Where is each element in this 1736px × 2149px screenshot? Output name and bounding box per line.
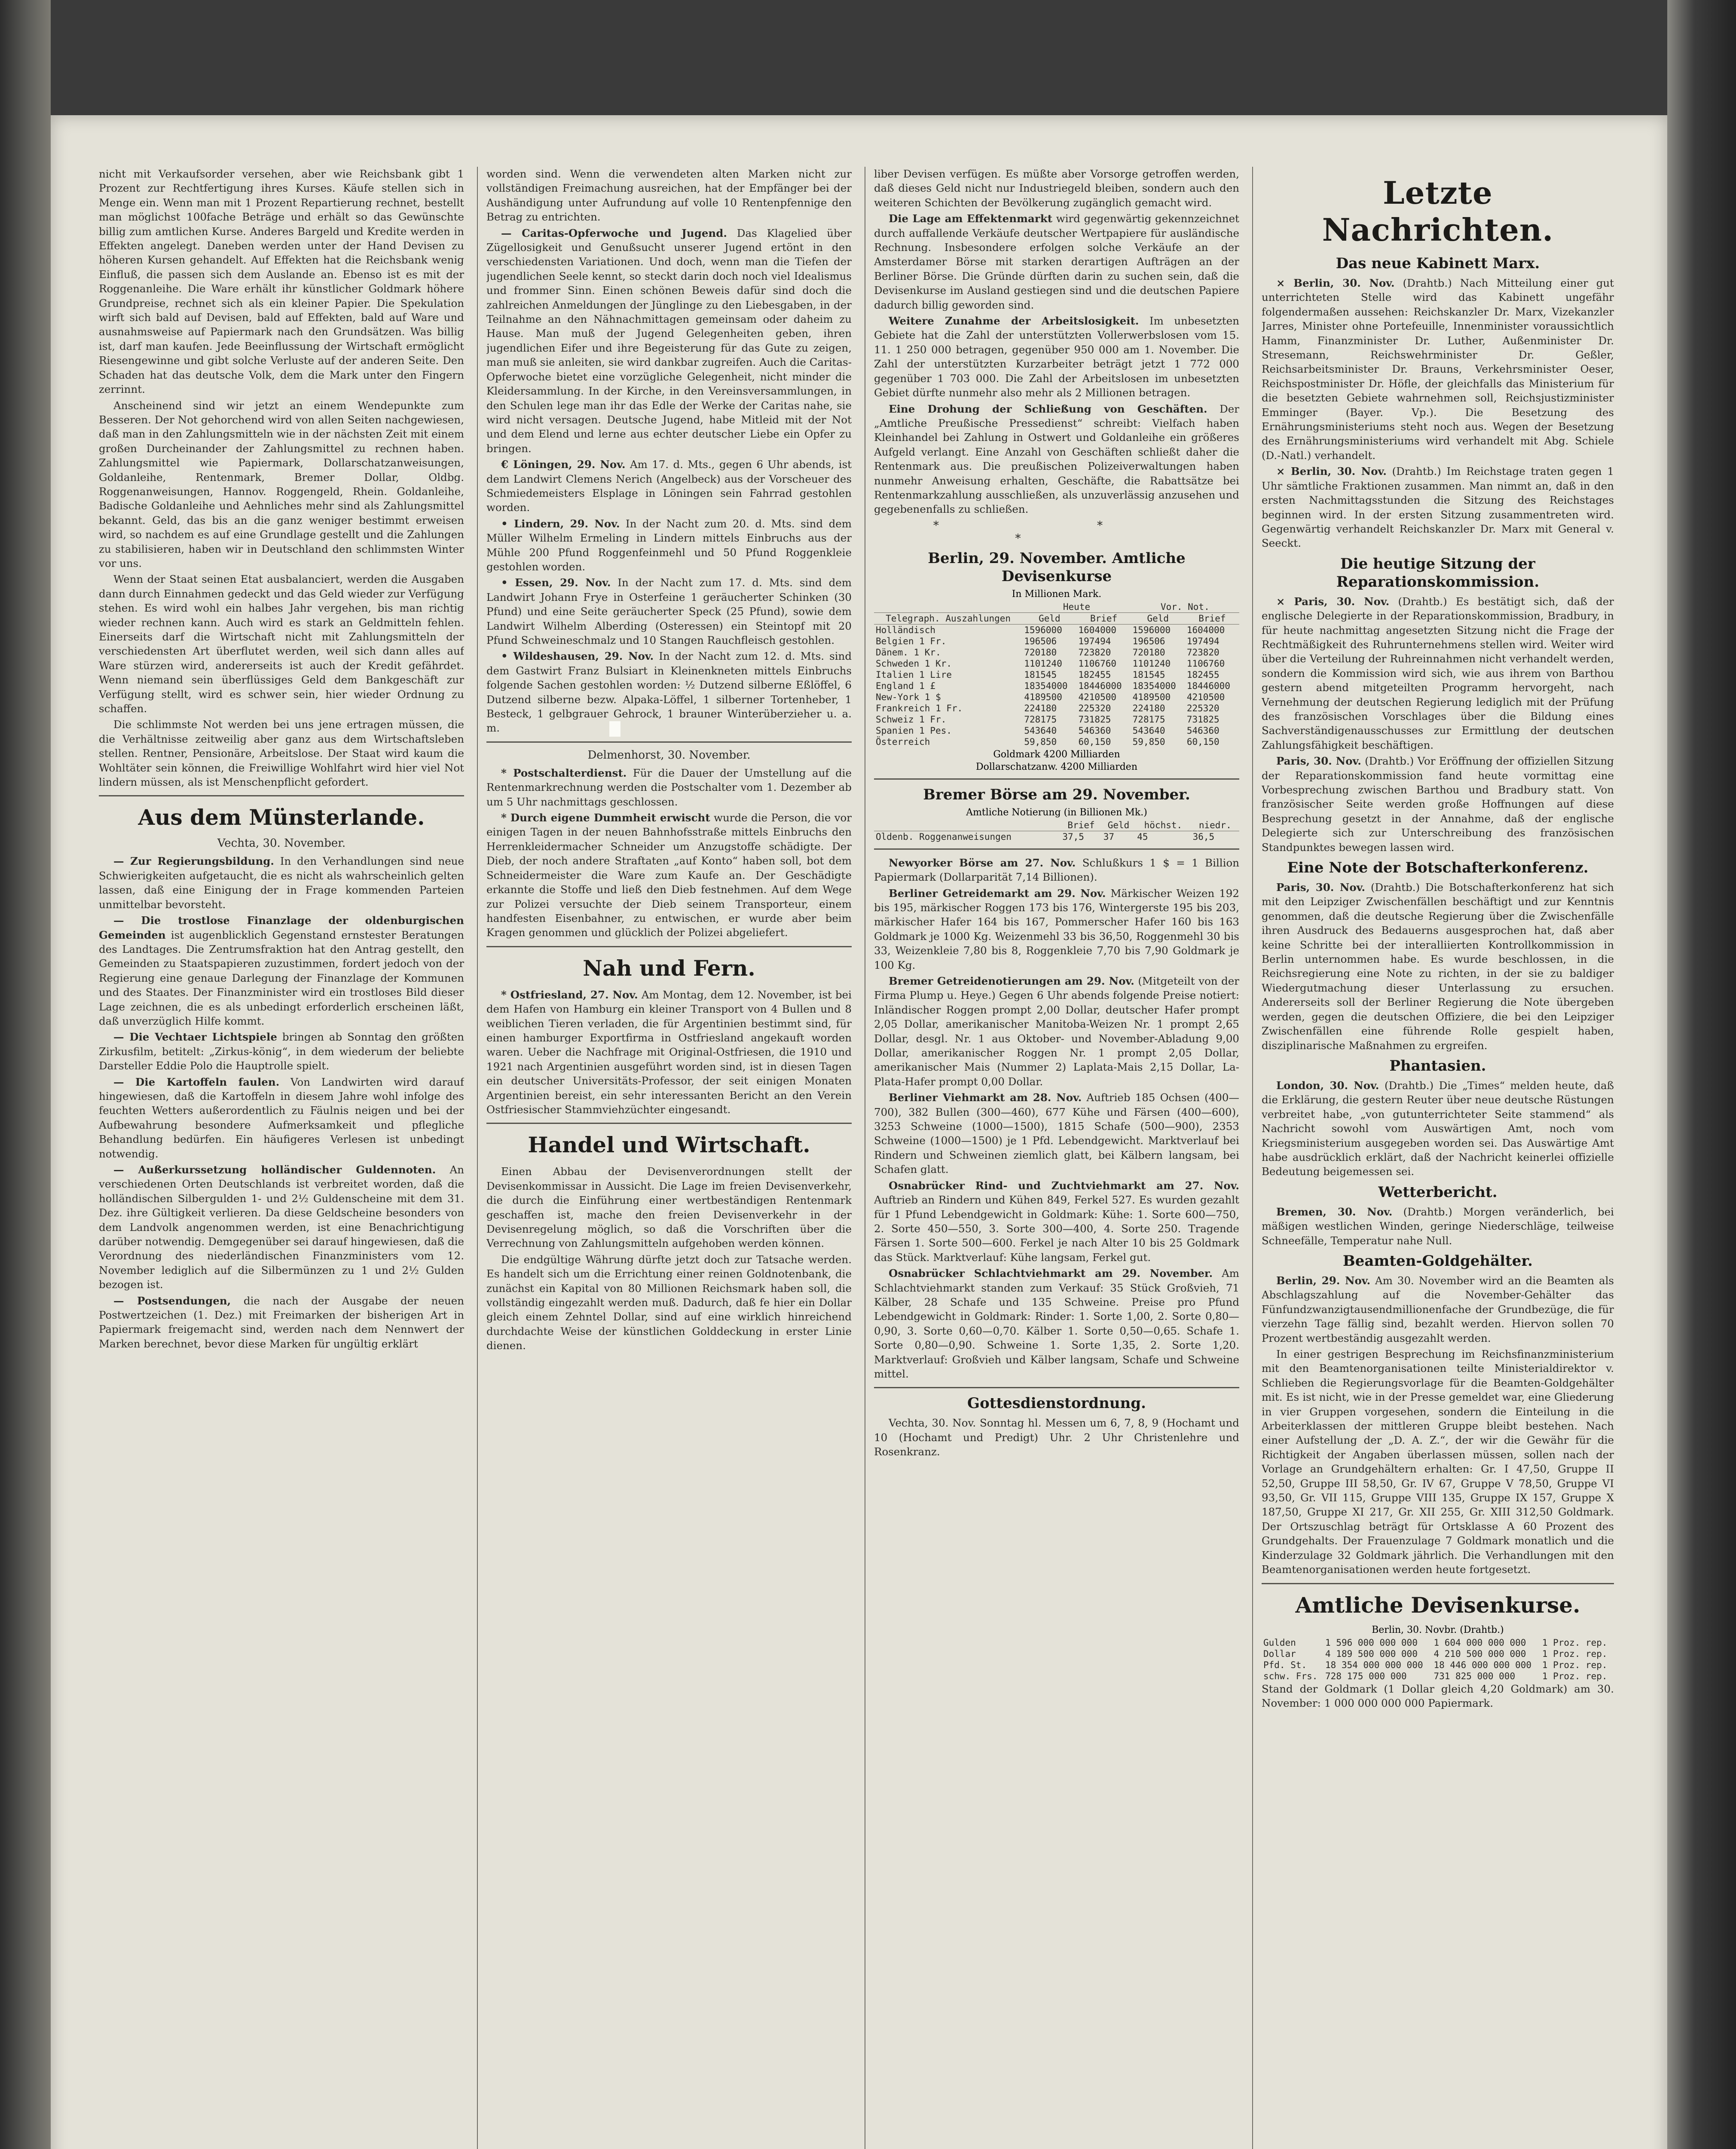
article-paragraph: Die schlimmste Not werden bei uns jene ertragen müssen, die die Verhältnisse zeitweilig aber ganz aus dem Wirtschaftsleben stellen. Rentner, Pensionäre, Arbeitslose. Der Staat wird kaum die Wohltäter sein können, die Freiwillige Wohlfahrt wird hier viel Not lindern müssen, als ist Menschenpflicht gefordert. xyxy=(99,718,464,789)
section-title-muensterlande: Aus dem Münsterlande. xyxy=(138,805,425,830)
table-group-header: Vor. Not. xyxy=(1131,601,1239,613)
table-cell: 197494 xyxy=(1078,636,1111,646)
table-cell: 1 596 000 000 000 xyxy=(1325,1637,1418,1648)
news-item-lead: London, 30. Nov. xyxy=(1276,1079,1379,1092)
table-cell: 731825 xyxy=(1186,714,1219,725)
table-header: Brief xyxy=(1061,820,1101,831)
news-item-lead: — Die trostlose Finanzlage der oldenburgischen Gemeinden xyxy=(99,914,464,941)
table-cell: 1 604 000 000 000 xyxy=(1433,1637,1526,1648)
section-title-letzte-nachrichten: Letzte Nachrichten. xyxy=(1322,174,1554,248)
table-cell: Oldenb. Roggenanweisungen xyxy=(876,831,1012,842)
news-item xyxy=(874,1179,1239,1264)
section-divider xyxy=(486,741,852,743)
table-row xyxy=(874,692,1239,703)
news-item-text: Am 30. November wird an die Beamten als Abschlagszahlung auf die November-Gehälter das Fünfundzwanzigtausendmillionenfache der Grundbezüge, die für vierzehn Tage fällig sind, bezahlt werden. Hiervon sollen 70 Prozent wertbeständig ausgezahlt werden. xyxy=(1262,1274,1614,1344)
table-cell: 37 xyxy=(1103,831,1115,842)
news-item-lead: Bremer Getreidenotierungen am 29. Nov. xyxy=(889,975,1134,987)
section-dateline: Vechta, 30. November. xyxy=(217,837,346,850)
table-cell: 1604000 xyxy=(1078,624,1117,635)
table-header xyxy=(874,820,1061,831)
news-item-text: wird gegenwärtig gekennzeichnet durch auffallende Verkäufe deutscher Wertpapiere für ausländische Rechnung. Insbesondere erfolgen solche Verkäufe an der Amsterdamer Börse mit starken derartigen Aufträgen an der Berliner Börse. Die Gründe dürften darin zu suchen sein, daß die Devisenkurse im Ausland gestiegen sind und die deutschen Papiere dadurch billig geworden sind. xyxy=(874,212,1239,311)
section-divider xyxy=(1262,1583,1614,1584)
section-title-handel: Handel und Wirtschaft. xyxy=(528,1132,810,1158)
news-item-lead: — Caritas-Opferwoche und Jugend. xyxy=(501,227,727,239)
news-item xyxy=(99,913,464,1028)
column-rule xyxy=(477,167,478,2149)
news-item-lead: * Durch eigene Dummheit erwischt xyxy=(501,811,710,824)
table-cell: Dollar xyxy=(1263,1648,1296,1659)
table-cell: Holländisch xyxy=(876,624,936,635)
table-cell: schw. Frs. xyxy=(1263,1671,1318,1681)
table-row xyxy=(874,636,1239,647)
section-title-nah-und-fern: Nah und Fern. xyxy=(583,955,755,981)
news-item-lead: • Wildeshausen, 29. Nov. xyxy=(501,650,654,663)
table-cell: 18 354 000 000 000 xyxy=(1325,1659,1423,1670)
news-item-lead: Berlin, 29. Nov. xyxy=(1276,1274,1371,1287)
table-cell: 60,150 xyxy=(1186,736,1219,747)
gottesdienst-text: Vechta, 30. Nov. Sonntag hl. Messen um 6, 7, 8, 9 (Hochamt und 10 (Hochamt und Predigt) Uhr. 2 Uhr Christenlehre und Rosenkranz. xyxy=(874,1417,1239,1458)
section-divider xyxy=(874,848,1239,850)
table-cell: 37,5 xyxy=(1062,831,1084,842)
table-cell: 1596000 xyxy=(1024,624,1062,635)
news-item xyxy=(1262,276,1614,462)
table-row xyxy=(874,669,1239,680)
devisen-table xyxy=(874,601,1239,747)
table-cell: 4189500 xyxy=(1024,692,1062,702)
table-cell: 59,850 xyxy=(1024,736,1057,747)
subheading: Beamten-Goldgehälter. xyxy=(1343,1252,1533,1270)
table-cell: 720180 xyxy=(1024,647,1057,658)
news-item xyxy=(486,457,852,515)
news-item-lead: — Die Vechtaer Lichtspiele xyxy=(113,1031,277,1044)
devisen-table-subtitle: In Millionen Mark. xyxy=(1012,588,1102,600)
bremen-table xyxy=(874,820,1239,842)
section-divider xyxy=(99,795,464,796)
table-cell: 1596000 xyxy=(1132,624,1171,635)
news-item-text: Auftrieb an Rindern und Kühen 849, Ferkel 527. Es wurden gezahlt für 1 Pfund Lebendgewicht in Goldmark: Kühe: 1. Sorte 600—750, 2. Sorte 450—550, 3. Sorte 300—400, 4. Sorte 250. Tragende Färsen 1. Sorte 500—600. Ferkel je nach Alter 10 bis 25 Goldmark das Stück. Marktverlauf: Kühe langsam, Ferkel gut. xyxy=(874,1194,1239,1264)
news-item-lead: * Ostfriesland, 27. Nov. xyxy=(501,988,638,1001)
news-item-text: Von Landwirten wird darauf hingewiesen, daß die Kartoffeln in diesem Jahre wohl infolge des feuchten Wetters außerordentlich zu Fäulnis neigen und bei der Aufbewahrung besondere Aufmerksamkeit und pflegliche Behandlung bedürfen. Ein häufigeres Verlesen ist unbedingt notwendig. xyxy=(99,1075,464,1160)
column-2 xyxy=(486,167,852,2149)
table-row xyxy=(874,680,1239,692)
bremen-boerse-title: Bremer Börse am 29. November. xyxy=(923,786,1190,803)
table-cell: 182455 xyxy=(1078,669,1111,680)
table-cell: Österreich xyxy=(876,736,930,747)
table-cell: 1604000 xyxy=(1186,624,1225,635)
table-cell: 197494 xyxy=(1186,636,1219,646)
table-group-header: Heute xyxy=(1022,601,1131,613)
table-cell: Italien 1 Lire xyxy=(876,669,952,680)
section-title-amtliche-devisenkurse: Amtliche Devisenkurse. xyxy=(1295,1592,1580,1618)
news-item-text: Am Montag, dem 12. November, ist bei dem Hafen von Hamburg ein kleiner Transport von 4 Bullen und 8 weiblichen Tieren verladen, die für Argentinien bestimmt sind, für einen hamburger Exportfirma in Ostfriesland angekauft worden waren. Ueber die Nachfrage mit Original-Ostfriesen, die 1910 und 1921 nach Argentinien ausgeführt worden sind, ist in diesen Tagen ein deutscher Universitäts-Professor, der seit einigen Monaten Argentinien bereist, ein sehr interessanten Bericht an den Verein Ostfriesischer Stammviehzüchter eingesandt. xyxy=(486,988,852,1116)
news-item-lead: Bremen, 30. Nov. xyxy=(1276,1205,1393,1218)
news-item-lead: Paris, 30. Nov. xyxy=(1276,881,1366,894)
news-item xyxy=(874,886,1239,972)
table-cell: 1101240 xyxy=(1024,658,1062,669)
table-row xyxy=(874,714,1239,725)
table-row xyxy=(1262,1671,1614,1682)
table-row xyxy=(874,647,1239,658)
article-paragraph: nicht mit Verkaufsorder versehen, aber wie Reichsbank gibt 1 Prozent zur Rechtfertigung ihres Kurses. Käufe stellen sich in Menge ein. Wenn man mit 1 Prozent Repartierung rechnet, bestellt man möglichst 100fache Beträge und erhält so das Gewünschte billig zum amtlichen Kurse. Anderes Bargeld und Kredite werden in Effekten angelegt. Daneben werden unter der Hand Devisen zu höheren Kursen gehandelt. Auf Effekten hat die Reichsbank wenig Einfluß, die passen sich dem Auslande an. Ebenso ist es mit der Roggenanleihe. Die Ware erhält ihr künstlicher Goldmark höhere Grundpreise, rechnet sich als ein kleiner Papier. Die Spekulation wirft sich bald auf Devisen, bald auf Effekten, bald auf Ware und ausnahmsweise auf Papiermark nach den Grundsätzen. Was billig ist, darf man kaufen. Jede Beeinflussung der Wirtschaft ermöglicht Riesengewinne und gibt solche Verluste auf der anderen Seite. Den Schaden hat das deutsche Volk, dem die Mark unter den Fingern zerrinnt. xyxy=(99,168,464,396)
table-cell: Dänem. 1 Kr. xyxy=(876,647,941,658)
table-cell: 728175 xyxy=(1132,714,1165,725)
table-cell: 1106760 xyxy=(1186,658,1225,669)
news-item-lead: Berliner Getreidemarkt am 29. Nov. xyxy=(889,887,1106,900)
table-cell: Pfd. St. xyxy=(1263,1659,1307,1670)
news-item-text: Auftrieb 185 Ochsen (400—700), 382 Bullen (300—460), 677 Kühe und Färsen (400—600), 3253 Schweine (1000—1500), 1815 Schafe (500—900), 2353 Schweine (1000—1500) je 1 Pfd. Lebendgewicht. Marktverlauf bei Rindern und Schweinen ziemlich glatt, bei Kälbern langsam, bei Schafen glatt. xyxy=(874,1091,1239,1176)
table-cell: 36,5 xyxy=(1192,831,1215,842)
table-cell: Belgien 1 Fr. xyxy=(876,636,947,646)
table-cell: 224180 xyxy=(1132,703,1165,713)
news-item-lead: Berliner Viehmarkt am 28. Nov. xyxy=(889,1091,1082,1104)
table-cell: 731 825 000 000 xyxy=(1433,1671,1516,1681)
table-row xyxy=(1262,1637,1614,1648)
table-row xyxy=(874,703,1239,714)
table-cell: 18446000 xyxy=(1186,680,1230,691)
news-item-lead: × Berlin, 30. Nov. xyxy=(1276,277,1395,289)
table-cell: 4189500 xyxy=(1132,692,1171,702)
table-group-row xyxy=(874,601,1239,613)
news-item-lead: — Zur Regierungsbildung. xyxy=(113,855,274,868)
table-header-row xyxy=(874,820,1239,831)
table-cell: 225320 xyxy=(1186,703,1219,713)
table-cell: 181545 xyxy=(1024,669,1057,680)
scan-left-edge xyxy=(0,0,51,2149)
table-header: Geld xyxy=(1022,612,1076,624)
news-item xyxy=(874,1090,1239,1176)
table-cell: 4210500 xyxy=(1078,692,1117,702)
table-cell: 731825 xyxy=(1078,714,1111,725)
news-item-lead: — Außerkurssetzung holländischer Guldennoten. xyxy=(113,1163,436,1176)
table-cell: 1 Proz. rep. xyxy=(1542,1671,1608,1681)
article-paragraph: Wenn der Staat seinen Etat ausbalanciert, werden die Ausgaben dann durch Einnahmen gedeckt und das Geld wieder zur Verfügung stehen. Es wird wohl ein halbes Jahr vergehen, bis man richtig wieder rechnen kann. Auch wird es stark an Geldmitteln fehlen. Einerseits darf die Wirtschaft nicht mit Zahlungsmitteln der verschiedensten Art überflutet werden, weil sich dann alles auf Ware stürzen wird, andererseits ist auch der Kredit gefährdet. Wenn niemand sein überflüssiges Geld dem Bankgeschäft zur Verfügung stellt, wird es schwer sein, hier wieder Ordnung zu schaffen. xyxy=(99,573,464,715)
table-header-row xyxy=(874,612,1239,624)
news-item-text: bringen ab Sonntag den größten Zirkusfilm, betitelt: „Zirkus-könig“, in dem wiederum der beliebte Darsteller Eddie Polo die Hauptrolle spielt. xyxy=(99,1031,464,1072)
table-row xyxy=(874,725,1239,736)
table-header: Geld xyxy=(1131,612,1185,624)
table-cell: 4 210 500 000 000 xyxy=(1433,1648,1526,1659)
news-item-text: In den Verhandlungen sind neue Schwierigkeiten aufgetaucht, die es nicht als wahrscheinlich gelten lassen, daß eine Einigung der in Frage kommenden Parteien unmittelbar bevorsteht. xyxy=(99,855,464,911)
table-cell: 18354000 xyxy=(1132,680,1176,691)
table-row xyxy=(874,831,1239,842)
subheading: Die heutige Sitzung der Reparationskommission. xyxy=(1336,555,1540,591)
news-item xyxy=(486,988,852,1117)
table-cell: 543640 xyxy=(1024,725,1057,736)
news-item xyxy=(486,649,852,735)
table-cell: 1 Proz. rep. xyxy=(1542,1659,1608,1670)
news-item-lead: — Die Kartoffeln faulen. xyxy=(113,1075,280,1088)
table-cell: 181545 xyxy=(1132,669,1165,680)
news-item-text: In der Nacht zum 20. d. Mts. sind dem Müller Wilhelm Ermeling in Lindern mittels Einbruchs aus der Mühle 200 Pfund Roggenfeinmehl und 50 Pfund Roggenkleie gestohlen worden. xyxy=(486,517,852,573)
news-item-lead: × Berlin, 30. Nov. xyxy=(1276,465,1387,478)
news-item-text: Schlußkurs 1 $ = 1 Billion Papiermark (Dollarparität 7,14 Billionen). xyxy=(874,856,1239,884)
subheading: Das neue Kabinett Marx. xyxy=(1336,255,1540,272)
amtl-devisen-table xyxy=(1262,1637,1614,1682)
news-item-text: wurde die Person, die vor einigen Tagen in der neuen Bahnhofsstraße mittels Einbruchs den Herrenkleidermacher Schneider um Anzugstoffe schädigte. Der Dieb, der noch andere Straftaten „auf Konto“ haben soll, bot dem Schneidermeister die Ware zum Kaufe an. Der Geschädigte erkannte die Stoffe und ließ den Dieb festnehmen. Auf dem Wege zur Polizei versuchte der Dieb seinem Transporteur, einem handfesten Eisenbahner, zu entwischen, er wurde aber beim Kragen genommen und glücklich der Polizei abgeliefert. xyxy=(486,811,852,939)
news-item xyxy=(1262,754,1614,854)
table-cell: 18354000 xyxy=(1024,680,1068,691)
column-4 xyxy=(1262,167,1614,2149)
table-cell: 18 446 000 000 000 xyxy=(1433,1659,1532,1670)
news-item-lead: € Löningen, 29. Nov. xyxy=(501,458,626,471)
article-paragraph: Anscheinend sind wir jetzt an einem Wendepunkte zum Besseren. Der Not gehorchend wird von allen Seiten nachgewiesen, daß man in den Zahlungsmitteln wie in der nächsten Zeit mit einem großen Durcheinander der Zahlungsmittel zu rechnen haben. Zahlungsmittel wie Papiermark, Dollarschatzanweisungen, Goldanleihe, Rentenmark, Bremer Dollar, Oldbg. Roggenanweisungen, Hannov. Roggengeld, Rhein. Goldanleihe, Badische Goldanleihe und Aehnliches mehr sind als Zahlungsmittel bekannt. Geld, das bis an die ganz weniger bestimmt erweisen wird, so nachdem es auf eine Grundlage gestellt und die Zahlungen zu stabilisieren, haben wir in Deutschland den schlimmsten Winter vor uns. xyxy=(99,399,464,569)
news-item-lead: * Postschalterdienst. xyxy=(501,766,627,779)
news-item-lead: × Paris, 30. Nov. xyxy=(1276,595,1390,608)
column-rule xyxy=(1252,167,1253,2149)
table-cell: 728 175 000 000 xyxy=(1325,1671,1407,1681)
news-item-lead: Die Lage am Effektenmarkt xyxy=(889,212,1053,225)
article-paragraph: liber Devisen verfügen. Es müßte aber Vorsorge getroffen werden, daß dieses Geld nicht nur Industriegeld bleiben, sondern auch den weiteren Schichten der Bevölkerung zugänglich gemacht wird. xyxy=(874,168,1239,209)
news-item xyxy=(874,314,1239,400)
goldmark-footer: Stand der Goldmark (1 Dollar gleich 4,20 Goldmark) am 30. November: 1 000 000 000 000 Papiermark. xyxy=(1262,1682,1614,1709)
news-item xyxy=(486,576,852,647)
section-divider xyxy=(874,1387,1239,1388)
news-item-text: die nach der Ausgabe der neuen Postwertzeichen (1. Dez.) mit Freimarken der bisherigen Art in Papiermark freigemacht sind, werden nach dem Nennwert der Marken berechnet, bevor diese Marken für ungültig erklärt xyxy=(99,1294,464,1350)
table-cell: Spanien 1 Pes. xyxy=(876,725,952,736)
subheading: Phantasien. xyxy=(1389,1057,1486,1074)
news-item-text: In der Nacht zum 17. d. Mts. sind dem Landwirt Johann Frye in Osterfeine 1 geräucherter Schinken (30 Pfund) und eine Seite geräucherter Speck (25 Pfund), sowie dem Landwirt Wilhelm Alberding (Osteressen) ein Steintopf mit 20 Pfund Schweineschmalz und 10 Stangen Rauchfleisch gestohlen. xyxy=(486,576,852,646)
news-item xyxy=(874,402,1239,517)
news-item xyxy=(874,856,1239,885)
news-item xyxy=(1262,1205,1614,1248)
table-cell: 723820 xyxy=(1186,647,1219,658)
news-item xyxy=(1262,1273,1614,1345)
news-item-lead: Paris, 30. Nov. xyxy=(1276,755,1361,768)
table-header: niedr. xyxy=(1191,820,1239,831)
news-item-lead: • Essen, 29. Nov. xyxy=(501,576,611,589)
newspaper-page xyxy=(51,115,1667,2149)
news-item-text: In einer gestrigen Besprechung im Reichsfinanzministerium mit den Beamtenorganisationen teilte Ministerialdirektor v. Schlieben die Regierungsvorlage für die Beamten-Goldgehälter mit. Es ist nicht, wie in der Presse gemeldet war, eine Gliederung in vier Gruppen vorgesehen, sondern die Einteilung in die Arbeiterklassen der mittleren Gruppe bleibt bestehen. Nach einer Aufstellung der „D. A. Z.“, der wir die Gewähr für die Richtigkeit der Angaben überlassen müssen, sollen nach der Vorlage an Grundgehältern erhalten: Gr. I 47,50, Gruppe II 52,50, Gruppe III 58,50, Gr. IV 67, Gruppe V 78,50, Gruppe VI 93,50, Gr. VII 115, Gruppe VIII 135, Gruppe IX 157, Gruppe X 187,50, Gruppe XI 217, Gr. XII 255, Gr. XIII 312,50 Goldmark. Der Ortszuschlag beträgt für Ortsklasse A 60 Prozent des Grundgehalts. Der Frauenzulage 7 Goldmark monatlich und die Kinderzulage 32 Goldmark jährlich. Die Verhandlungen mit den Beamtenorganisationen werden heute fortgesetzt. xyxy=(1262,1348,1614,1576)
news-item xyxy=(874,974,1239,1089)
article-paragraph: Einen Abbau der Devisenverordnungen stellt der Devisenkommissar in Aussicht. Die Lage im freien Devisenverkehr, die durch die Einführung einer wertbeständigen Rentenmark geschaffen ist, mache den freien Devisenverkehr in der Devisenregelung möglich, so daß die Vorschriften über die Verrechnung von Zahlungsmitteln aufgehoben werden können. xyxy=(486,1165,852,1250)
news-item xyxy=(1262,594,1614,752)
table-cell: Gulden xyxy=(1263,1637,1296,1648)
table-row xyxy=(874,624,1239,636)
table-cell: 1101240 xyxy=(1132,658,1171,669)
table-row xyxy=(874,658,1239,669)
news-item-lead: Eine Drohung der Schließung von Geschäften. xyxy=(889,402,1207,415)
table-cell: 1106760 xyxy=(1078,658,1117,669)
table-header: Brief xyxy=(1185,612,1239,624)
table-row xyxy=(874,736,1239,747)
table-header: Brief xyxy=(1077,612,1131,624)
news-item-text: Der „Amtliche Preußische Pressedienst“ schreibt: Vielfach haben Kleinhandel bei Zahlung in Ostwert und Goldanleihe ein größeres Aufgeld verlangt. Eine Anzahl von Geschäften schließt daher die Rentenmark aus. Die preußischen Polizeiverwaltungen haben nunmehr Anweisung erhalten, Geschäfte, die Rabattsätze bei Rentenmarkzahlung ausschließen, als unzuverlässig anzusehen und gegebenenfalls zu schließen. xyxy=(874,402,1239,516)
news-item xyxy=(486,517,852,574)
table-cell: 196506 xyxy=(1024,636,1057,646)
news-item-lead: Newyorker Börse am 27. Nov. xyxy=(889,856,1076,869)
table-cell: 182455 xyxy=(1186,669,1219,680)
table-cell: Frankreich 1 Fr. xyxy=(876,703,963,713)
table-cell: 59,850 xyxy=(1132,736,1165,747)
gottesdienst-title: Gottesdienstordnung. xyxy=(967,1395,1146,1412)
news-item xyxy=(99,1163,464,1292)
section-divider xyxy=(486,946,852,947)
paper-blemish xyxy=(609,721,620,737)
devisen-footer: Dollarschatzanw. 4200 Milliarden xyxy=(976,761,1137,772)
news-item xyxy=(1262,880,1614,1053)
table-row xyxy=(1262,1659,1614,1671)
table-row xyxy=(1262,1648,1614,1659)
news-item-text: Im unbesetzten Gebiete hat die Zahl der unterstützten Vollerwerbslosen vom 15. 11. 1 250 000 betragen, gegenüber 950 000 am 1. November. Die Zahl der unterstützten Kurzarbeiter beträgt jetzt 1 772 000 gegenüber 1 703 000. Die Zahl der Arbeitslosen im unbesetzten Gebiet dürfte nunmehr also mehr als 2 Millionen betragen. xyxy=(874,315,1239,399)
separator-stars: * * * xyxy=(933,519,1180,545)
scan-right-edge xyxy=(1667,0,1736,2149)
table-cell: Schweden 1 Kr. xyxy=(876,658,952,669)
news-item-lead: • Lindern, 29. Nov. xyxy=(501,517,620,530)
news-item-text: (Drahtb.) Im Reichstage traten gegen 1 Uhr sämtliche Fraktionen zusammen. Man nimmt an, daß in den ersten Nachmittagsstunden die Sitzung des Reichstages beginnen wird. In der ersten Sitzung zusammentreten wird. Gegenwärtig verhandelt Reichskanzler Dr. Marx mit General v. Seeckt. xyxy=(1262,465,1614,550)
table-cell: 18446000 xyxy=(1078,680,1122,691)
table-cell: 723820 xyxy=(1078,647,1111,658)
table-cell: 45 xyxy=(1137,831,1148,842)
table-cell: 4210500 xyxy=(1186,692,1225,702)
table-cell: 1 Proz. rep. xyxy=(1542,1637,1608,1648)
news-item xyxy=(874,1266,1239,1381)
table-cell: 728175 xyxy=(1024,714,1057,725)
news-item xyxy=(486,226,852,456)
news-item-text: (Drahtb.) Vor Eröffnung der offiziellen Sitzung der Reparationskommission fand heute vormittag eine Vorbesprechung zwischen Barthou und Bradbury statt. Von französischer Seite werden große Hoffnungen auf diese Besprechung gesetzt in der Annahme, daß der englische Delegierte sich zur Unterschreibung des französischen Standpunktes bewegen lassen wird. xyxy=(1262,755,1614,854)
article-paragraph: Die endgültige Währung dürfte jetzt doch zur Tatsache werden. Es handelt sich um die Errichtung einer reinen Goldnotenbank, die zunächst ein Kapital von 80 Millionen Reichsmark haben soll, die vollständig eingezahlt werden muß. Dadurch, daß fe hier ein Dollar gleich einem Zehntel Dollar, sind auf eine wirklich hinreichend durchdachte Weise der künstlichen Golddeckung in erster Linie dienen. xyxy=(486,1253,852,1352)
news-item-lead: Osnabrücker Schlachtviehmarkt am 29. November. xyxy=(889,1267,1213,1280)
news-item-text: In der Nacht zum 12. d. Mts. sind dem Gastwirt Franz Bulsiart in Kleinenkneten mittels Einbruchs folgende Sachen gestohlen worden: ½ Dutzend silberne Eßlöffel, 6 Dutzend silberne bezw. Alpaka-Löffel, 1 silberner Tortenheber, 1 Besteck, 1 gelbgrauer Gehrock, 1 brauner Winterüberzieher u. a. m. xyxy=(486,650,852,735)
devisen-footer: Goldmark 4200 Milliarden xyxy=(993,749,1120,760)
news-item-text: (Drahtb.) Die „Times“ melden heute, daß die Erklärung, die gestern Reuter über neue deutsche Rüstungen verbreitet habe, „von gutunterrichteter Seite stammend“ als Nachricht sowohl vom Auswärtigen Amt, noch vom Kriegsministerium ausgegeben worden sei. Das Auswärtige Amt habe ausdrücklich erklärt, daß der Nachricht keinerlei offizielle Bedeutung beigemessen sei. xyxy=(1262,1079,1614,1178)
table-cell: 225320 xyxy=(1078,703,1111,713)
news-item xyxy=(874,211,1239,312)
table-cell: 543640 xyxy=(1132,725,1165,736)
subheading: Wetterbericht. xyxy=(1378,1183,1498,1201)
news-item xyxy=(486,766,852,809)
news-item xyxy=(99,1294,464,1351)
news-item-text: Für die Dauer der Umstellung auf die Rentenmarkrechnung werden die Postschalter vom 1. Dezember ab um 5 Uhr nachmittags geschlossen. xyxy=(486,766,852,808)
bremen-boerse-subtitle: Amtliche Notierung (in Billionen Mk.) xyxy=(966,807,1147,818)
table-cell: 546360 xyxy=(1078,725,1111,736)
table-cell: 720180 xyxy=(1132,647,1165,658)
news-item-lead: Weitere Zunahme der Arbeitslosigkeit. xyxy=(889,315,1139,328)
table-header: höchst. xyxy=(1135,820,1191,831)
table-cell: New-York 1 $ xyxy=(876,692,941,702)
news-item-text: An verschiedenen Orten Deutschlands ist verbreitet worden, daß die holländischen Silbergulden 1- und 2½ Guldenscheine mit dem 31. Dez. ihre Gültigkeit verlieren. Da diese Geldscheine besonders von dem Landvolk angenommen werden, ist eine Benachrichtigung darüber notwendig. Demgegenüber sei darauf hingewiesen, daß die Verordnung des niederländischen Finanzministers vom 12. November lediglich auf die Silbermünzen zu 1 und 2½ Gulden bezogen ist. xyxy=(99,1163,464,1291)
subheading: Eine Note der Botschafterkonferenz. xyxy=(1287,859,1589,877)
table-cell: 546360 xyxy=(1186,725,1219,736)
news-item-text: (Drahtb.) Nach Mitteilung einer gut unterrichteten Stelle wird das Kabinett ungefähr folgendermaßen aussehen: Reichskanzler Dr. Marx, Vizekanzler Jarres, Minister ohne Portefeuille, Innenminister voraussichtlich Hamm, Finanzminister Dr. Luther, Außenminister Dr. Stresemann, Reichswehrminister Dr. Geßler, Reichsarbeitsminister Dr. Brauns, Verkehrsminister Oeser, Reichspostminister Dr. Höfle, der gleichfalls das Ministerium für die besetzten Gebiete wahrnehmen soll, Reichsjustizminister Emminger (Bayer. Vp.). Die Besetzung des Ernährungsministeriums steht noch aus. Wegen der Besetzung des Ernährungsministeriums wird verhandelt mit Abg. Schiele (D.-Natl.) verhandelt. xyxy=(1262,277,1614,462)
news-item xyxy=(99,854,464,912)
news-item-text: (Drahtb.) Es bestätigt sich, daß der englische Delegierte in der Reparationskommission, Bradbury, in für heute nachmittag angesetzten Sitzung nicht die Frage der Rechtmäßigkeit des Ruhrunternehmens stellen wird. Weiter wird über die Verteilung der Ruhreinnahmen nicht verhandelt werden, sondern die Kommission wird sich, wie aus ihrem von Barthou gestern abend mitgeteilten Programm hervorgeht, nach Vernehmung der deutschen Regierung lediglich mit der Prüfung des französischen Vorschlages über die Bildung eines Sachverständigenausschusses zur Ermittlung der deutschen Zahlungsfähigkeit beschäftigen. xyxy=(1262,595,1614,751)
news-item-text: Märkischer Weizen 192 bis 195, märkischer Roggen 173 bis 176, Wintergerste 195 bis 203, märkischer Hafer 164 bis 167, Pommerscher Hafer 160 bis 163 Goldmark je 1000 Kg. Weizenmehl 33 bis 36,50, Roggenmehl 30 bis 33, Weizenkleie 7,80 bis 8, Roggenkleie 7,70 bis 7,90 Goldmark je 100 Kg. xyxy=(874,887,1239,971)
table-cell: Schweiz 1 Fr. xyxy=(876,714,947,725)
news-item-text: Das Klagelied über Zügellosigkeit und Genußsucht unserer Jugend ertönt in den verschiedensten Variationen. Und doch, wenn man die Tiefen der jugendlichen Seele kennt, so steckt darin doch noch viel Idealismus und frommer Sinn. Einen schönen Beweis dafür sind doch die zahlreichen Anmeldungen der Jünglinge zu den Liebesgaben, in der Teilnahme an den Nähnachmittagen gemeinsam oder daheim zu Hause. Man muß der Jugend Gelegenheiten geben, ihren jugendlichen Eifer und ihre Begeisterung für das Gute zu zeigen, man muß sie anleiten, sie wird dankbar zugreifen. Auch die Caritas-Opferwoche bietet eine vorzügliche Gelegenheit, nicht minder die Kleidersammlung. In der Kirche, in den Vereinsversammlungen, in den Schulen lege man ihr das Edle der Werke der Caritas nahe, sie wird nicht versagen. Deutsche Jugend, habe Mitleid mit der Not und dem Elend und lerne aus echter deutscher Liebe ein Opfer zu bringen. xyxy=(486,227,852,455)
column-3 xyxy=(874,167,1239,2149)
news-item xyxy=(99,1075,464,1161)
news-item-text: (Drahtb.) Die Botschafterkonferenz hat sich mit den Leipziger Zwischenfällen beschäftigt und zur Kenntnis genommen, daß die deutsche Regierung über die Zwischenfälle ihren Ausdruck des Bedauerns ausgesprochen hat, daß aber keine Schritte bei der interalliierten Kontrollkommission in Berlin unternommen habe. Es wurde beschlossen, in die Reichsregierung eine Note zu richten, in der sie zu baldiger Wiedergutmachung dieser Unterlassung zu ersuchen. Andererseits soll der Berliner Regierung die Note übergeben werden, gegen die deutschen Offiziere, die bei den Leipziger Zwischenfällen eine führende Rolle gespielt haben, disziplinarische Maßnahmen zu ergreifen. xyxy=(1262,881,1614,1052)
news-item-text: (Mitgeteilt von der Firma Plump u. Heye.) Gegen 6 Uhr abends folgende Preise notiert: Inländischer Roggen prompt 2,00 Dollar, deutscher Hafer prompt 2,05 Dollar, amerikanischer Manitoba-Weizen Nr. 1 prompt 2,65 Dollar, desgl. Nr. 1 aus Oktober- und November-Abladung 9,00 Dollar, amerikanischer Roggen Nr. 1 prompt 2,05 Dollar, amerikanischer Mais (Nummer 2) Laplata-Mais 2,15 Dollar, La-Plata-Hafer prompt 0,00 Dollar. xyxy=(874,975,1239,1088)
table-cell: 224180 xyxy=(1024,703,1057,713)
amtl-subtitle: Berlin, 30. Novbr. (Drahtb.) xyxy=(1372,1624,1504,1635)
news-item xyxy=(1262,1078,1614,1179)
news-item-text: Am 17. d. Mts., gegen 6 Uhr abends, ist dem Landwirt Clemens Nerich (Angelbeck) aus der Vorscheuer des Schmiedemeisters Elsplage in Löningen sein Fahrrad gestohlen worden. xyxy=(486,458,852,514)
news-item-text: ist augenblicklich Gegenstand ernstester Beratungen des Landtages. Die Zentrumsfraktion hat den Antrag gestellt, den Gemeinden zu Staatspapieren zuzustimmen, fordert jedoch von der Regierung eine genaue Darlegung der Finanzlage der Kommunen und des Staates. Der Finanzminister wird ein trostloses Bild dieser Lage zeichnen, die es als unbedingt erforderlich erscheinen läßt, daß unverzüglich Hilfe kommt. xyxy=(99,928,464,1027)
devisen-table-title: Berlin, 29. November. Amtliche Devisenkurse xyxy=(928,549,1186,585)
section-divider xyxy=(874,778,1239,780)
table-header: Telegraph. Auszahlungen xyxy=(874,612,1022,624)
section-divider xyxy=(486,1123,852,1124)
news-item-lead: — Postsendungen, xyxy=(113,1294,231,1307)
news-item-text: Am Schlachtviehmarkt standen zum Verkauf: 35 Stück Großvieh, 71 Kälber, 28 Schafe und 135 Schweine. Preise pro Pfund Lebendgewicht in Goldmark: Rinder: 1. Sorte 1,00, 2. Sorte 0,80—0,90, 3. Sorte 0,60—0,70. Kälber 1. Sorte 0,50—0,65. Schafe 1. Sorte 0,80—0,90. Schweine 1. Sorte 1,35, 2. Sorte 1,20. Marktverlauf: Großvieh und Kälber langsam, Schafe und Schweine mittel. xyxy=(874,1267,1239,1380)
column-1 xyxy=(99,167,464,2149)
news-item-text: (Drahtb.) Morgen veränderlich, bei mäßigen westlichen Winden, geringe Niederschläge, teilweise Schneefälle, Temperatur nahe Null. xyxy=(1262,1205,1614,1247)
delmenhorst-dateline: Delmenhorst, 30. November. xyxy=(587,748,751,762)
table-cell: 196506 xyxy=(1132,636,1165,646)
table-cell: England 1 £ xyxy=(876,680,936,691)
news-item xyxy=(99,1030,464,1073)
news-item xyxy=(486,811,852,940)
news-item xyxy=(1262,1347,1614,1577)
table-cell: 1 Proz. rep. xyxy=(1542,1648,1608,1659)
article-paragraph: worden sind. Wenn die verwendeten alten Marken nicht zur vollständigen Freimachung ausreichen, hat der Empfänger bei der Aushändigung unter Aufrundung auf volle 10 Rentenpfennige den Betrag zu entrichten. xyxy=(486,168,852,223)
news-item xyxy=(1262,464,1614,550)
table-header: Geld xyxy=(1102,820,1136,831)
table-cell: 4 189 500 000 000 xyxy=(1325,1648,1418,1659)
table-cell: 60,150 xyxy=(1078,736,1111,747)
news-item-lead: Osnabrücker Rind- und Zuchtviehmarkt am 27. Nov. xyxy=(889,1179,1239,1192)
